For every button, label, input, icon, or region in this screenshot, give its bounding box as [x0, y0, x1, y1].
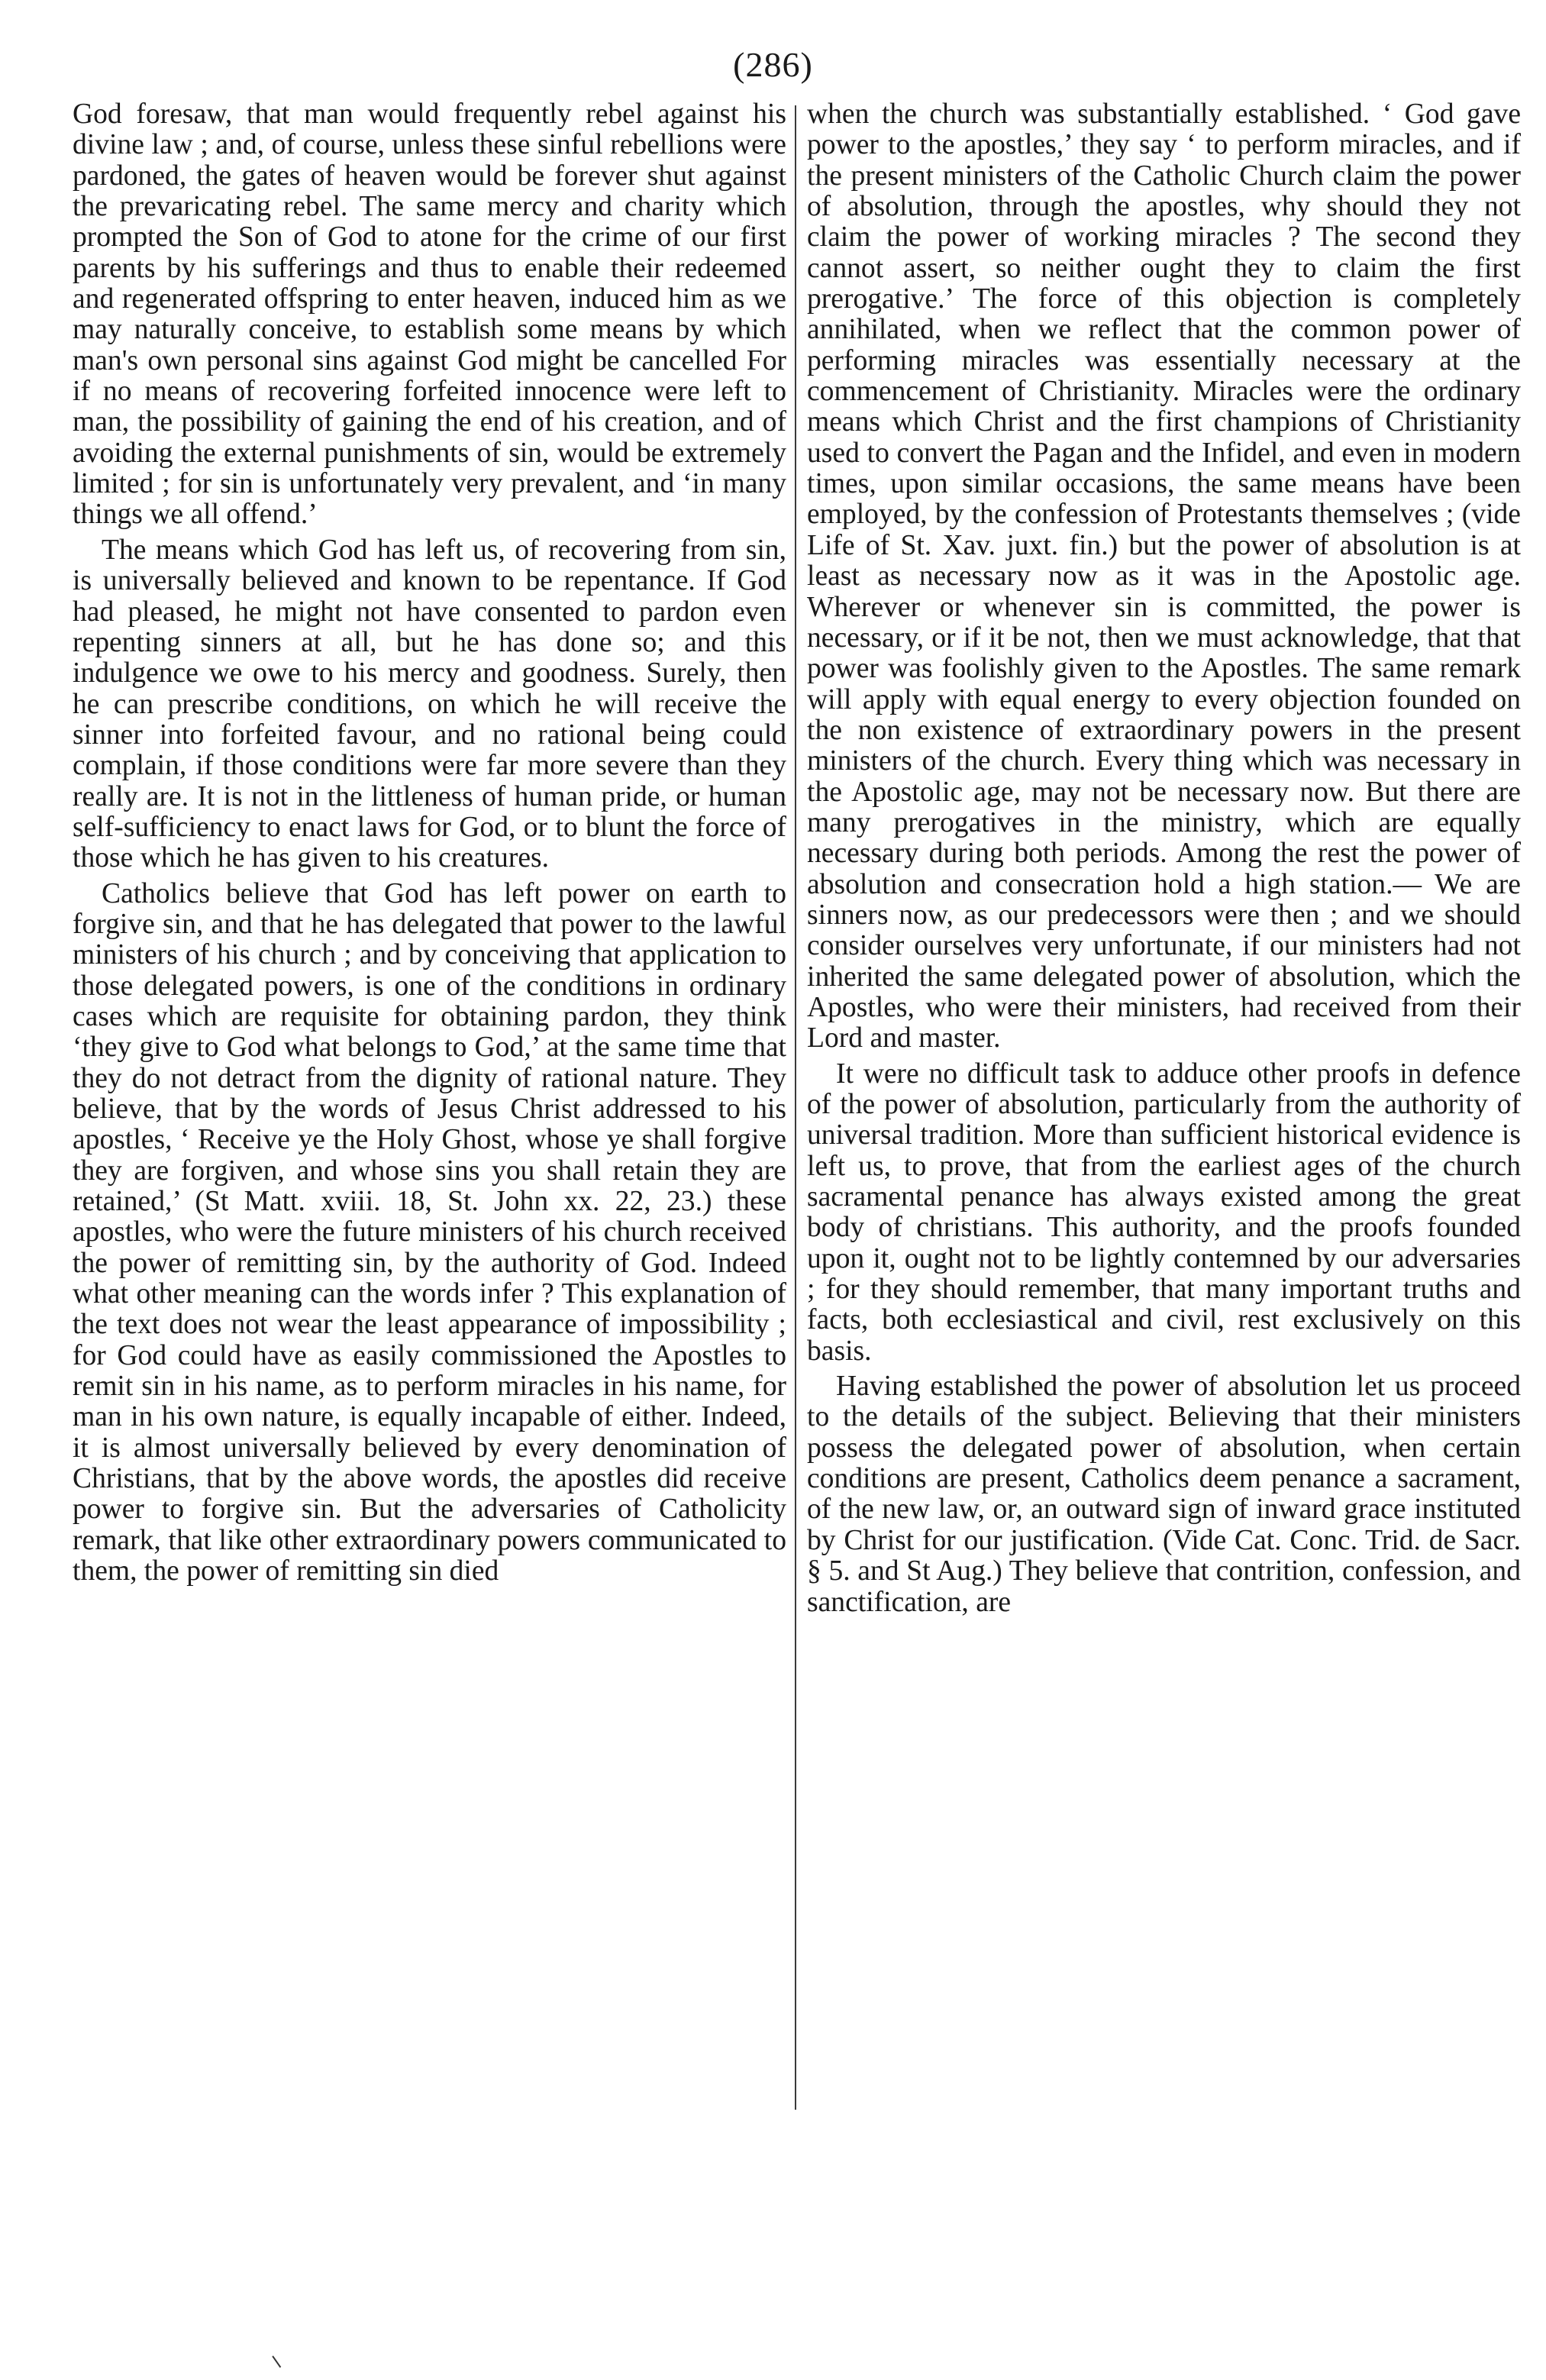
left-column: [73, 99, 786, 2352]
paragraph: It were no difficult task to adduce other proofs in defence of the power of absolution, particularly from the authority of universal tradition. More than sufficient historical evidence is left us, to prove, that from the earliest ages of the church sacramental penance has always existed among the great body of christians. This authority, and the proofs founded upon it, ought not to be lightly contemned by our adversaries ; for they should remember, that many important truths and facts, both ecclesiastical and civil, rest exclusively on this basis.: [807, 1058, 1521, 1367]
paragraph: when the church was substantially established. ‘ God gave power to the apostles,’ they say ‘ to perform miracles, and if the present ministers of the Catholic Church claim the power of absolution, through the apostles, why should they not claim the power of working miracles ? The second they cannot assert, so neither ought they to claim the first prerogative.’ The force of this objection is completely annihilated, when we reflect that the common power of performing miracles was essentially necessary at the commencement of Christianity. Miracles were the ordinary means which Christ and the first champions of Christianity used to convert the Pagan and the Infidel, and even in modern times, upon similar occasions, the same means have been employed, by the confession of Protestants themselves ; (vide Life of St. Xav. juxt. fin.) but the power of absolution is at least as necessary now as it was in the Apostolic age. Wherever or whenever sin is committed, the power is necessary, or if it be not, then we must acknowledge, that that power was foolishly given to the Apostles. The same remark will apply with equal energy to every objection founded on the non existence of extraordinary powers in the present ministers of the church. Every thing which was necessary in the Apostolic age, may not be necessary now. But there are many prerogatives in the ministry, which are equally necessary during both periods. Among the rest the power of absolution and consecration hold a high station.— We are sinners now, as our predecessors were then ; and we should consider ourselves very unfortunate, if our ministers had not inherited the same delegated power of absolution, which the Apostles, who were their ministers, had received from their Lord and master.: [807, 99, 1521, 1054]
page-number: (286): [733, 45, 813, 84]
column-divider: [795, 105, 796, 2110]
right-column: [807, 99, 1521, 2352]
ink-mark: [272, 2349, 289, 2368]
paragraph: Having established the power of absolution let us proceed to the details of the subject. Believing that their ministers possess the delegated power of absolution, when certain conditions are present, Catholics deem penance a sacrament, of the new law, or, an outward sign of inward grace instituted by Christ for our justification. (Vide Cat. Conc. Trid. de Sacr. § 5. and St Aug.) They believe that contrition, confession, and sanctification, are: [807, 1371, 1521, 1618]
paragraph: The means which God has left us, of recovering from sin, is universally believed and known to be repentance. If God had pleased, he might not have consented to pardon even repenting sinners at all, but he has done so; and this indulgence we owe to his mercy and goodness. Surely, then he can prescribe conditions, on which he will receive the sinner into forfeited favour, and no rational being could complain, if those conditions were far more severe than they really are. It is not in the littleness of human pride, or human self-sufficiency to enact laws for God, or to blunt the force of those which he has given to his creatures.: [73, 534, 786, 874]
paragraph: God foresaw, that man would frequently rebel against his divine law ; and, of course, unless these sinful rebellions were pardoned, the gates of heaven would be forever shut against the prevaricating rebel. The same mercy and charity which prompted the Son of God to atone for the crime of our first parents by his sufferings and thus to enable their redeemed and regenerated offspring to enter heaven, induced him as we may naturally conceive, to establish some means by which man's own personal sins against God might be cancelled For if no means of recovering forfeited innocence were left to man, the possibility of gaining the end of his creation, and of avoiding the external punishments of sin, would be extremely limited ; for sin is unfortunately very prevalent, and ‘in many things we all offend.’: [73, 99, 786, 531]
paragraph: Catholics believe that God has left power on earth to forgive sin, and that he has delegated that power to the lawful ministers of his church ; and by conceiving that application to those delegated powers, is one of the conditions in ordinary cases which are requisite for obtaining pardon, they think ‘they give to God what belongs to God,’ at the same time that they do not detract from the dignity of rational nature. They believe, that by the words of Jesus Christ addressed to his apostles, ‘ Receive ye the Holy Ghost, whose ye shall forgive they are forgiven, and whose sins you shall retain they are retained,’ (St Matt. xviii. 18, St. John xx. 22, 23.) these apostles, who were the future ministers of his church received the power of remitting sin, by the authority of God. Indeed what other meaning can the words infer ? This explanation of the text does not wear the least appearance of impossibility ; for God could have as easily commissioned the Apostles to remit sin in his name, as to perform miracles in his name, for man in his own nature, is equally incapable of either. Indeed, it is almost universally believed by every denomination of Christians, that by the above words, the apostles did receive power to forgive sin. But the adversaries of Catholicity remark, that like other extraordinary powers communicated to them, the power of remitting sin died: [73, 877, 786, 1587]
